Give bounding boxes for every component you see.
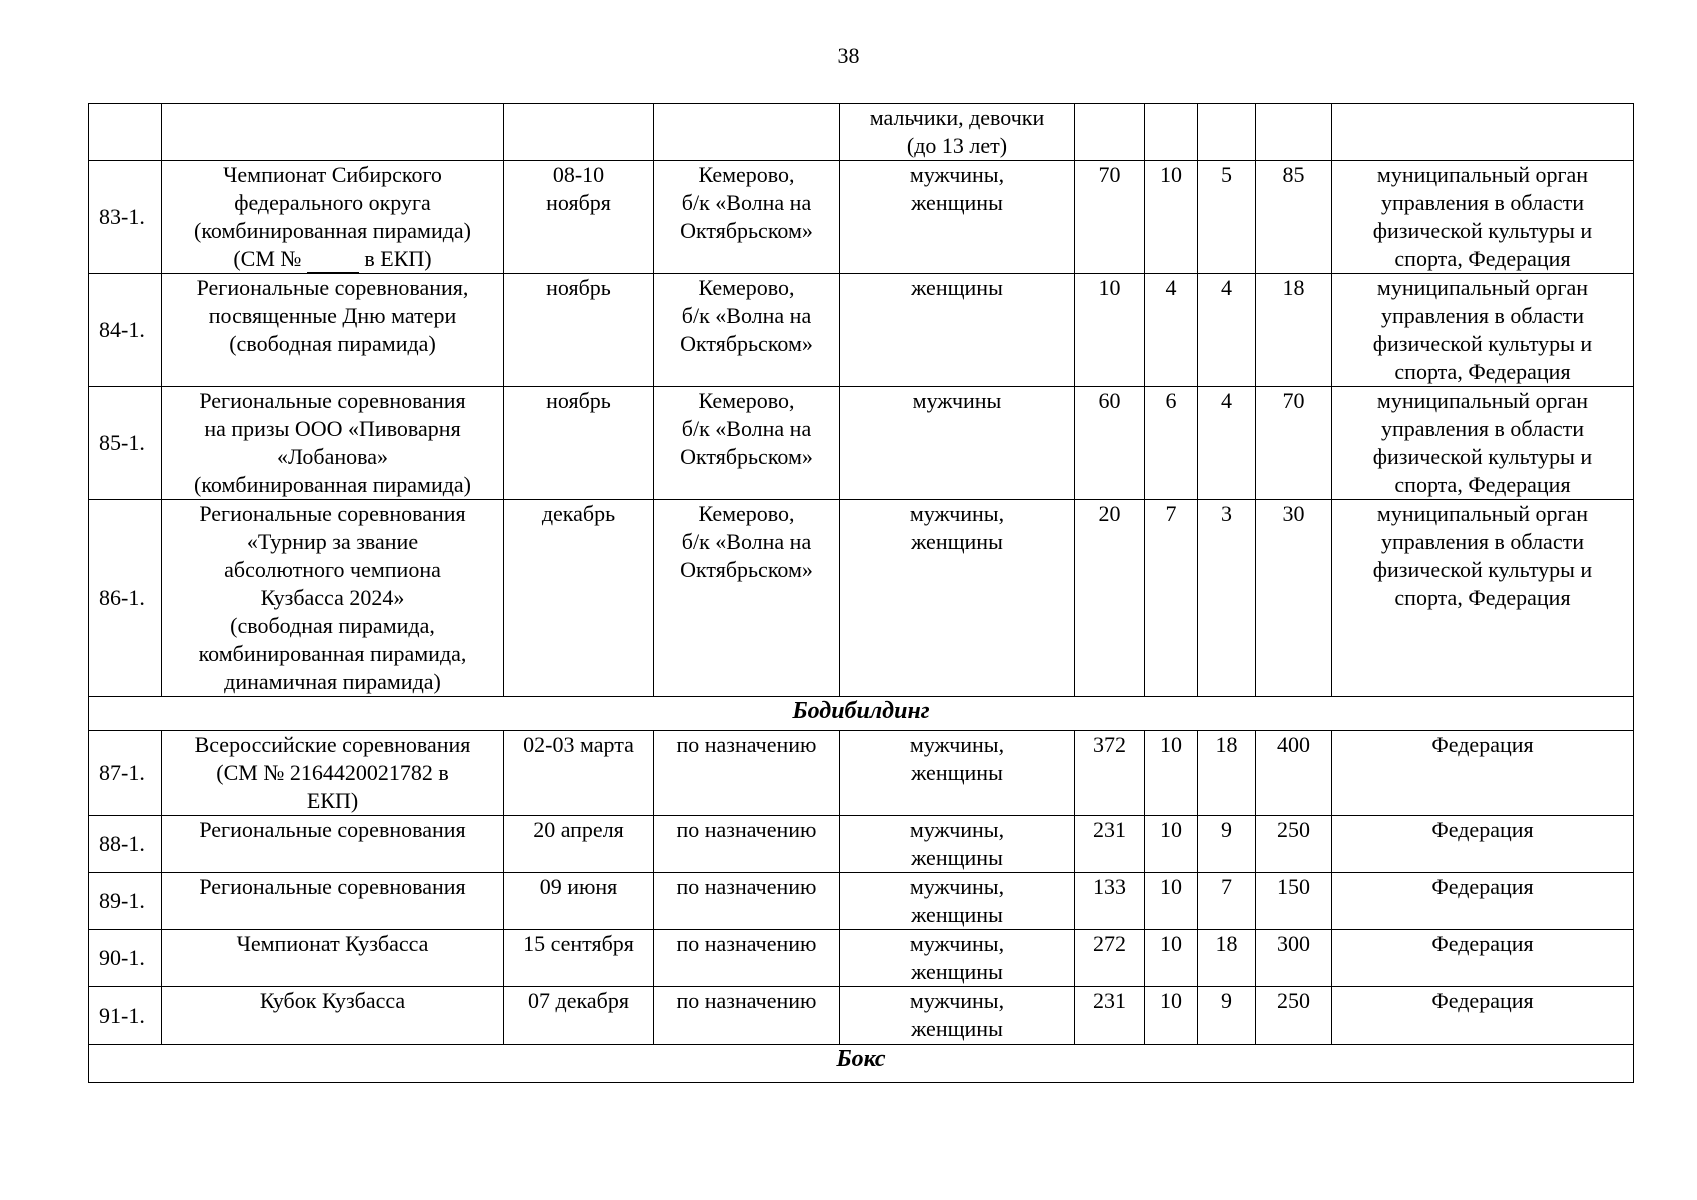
cell-count-3: 18 bbox=[1198, 731, 1256, 816]
cell-count-total: 400 bbox=[1256, 731, 1332, 816]
cell-count-1: 70 bbox=[1075, 161, 1145, 274]
cell-category: мужчины, женщины bbox=[840, 987, 1075, 1045]
cell-number: 87-1. bbox=[89, 731, 162, 816]
section-heading-bodybuilding: Бодибилдинг bbox=[89, 697, 1634, 731]
cell-count-3: 5 bbox=[1198, 161, 1256, 274]
cell-count-1: 10 bbox=[1075, 274, 1145, 387]
cell-count-2 bbox=[1145, 104, 1198, 161]
cell-number: 91-1. bbox=[89, 987, 162, 1045]
cell-organizer: муниципальный орган управления в области физической культуры и спорта, Федерация bbox=[1332, 500, 1634, 697]
cell-organizer: Федерация bbox=[1332, 816, 1634, 873]
cell-count-1: 133 bbox=[1075, 873, 1145, 930]
cell-count-2: 10 bbox=[1145, 873, 1198, 930]
cell-count-3: 3 bbox=[1198, 500, 1256, 697]
table-row bbox=[89, 930, 1634, 987]
table-row bbox=[89, 500, 1634, 697]
cell-count-2: 10 bbox=[1145, 987, 1198, 1045]
cell-count-1: 60 bbox=[1075, 387, 1145, 500]
events-table bbox=[88, 103, 1634, 1083]
cell-count-2: 10 bbox=[1145, 816, 1198, 873]
cell-number: 88-1. bbox=[89, 816, 162, 873]
cell-number: 84-1. bbox=[89, 274, 162, 387]
section-heading-row bbox=[89, 1045, 1634, 1083]
cell-dates: 08-10 ноября bbox=[504, 161, 654, 274]
cell-location: Кемерово, б/к «Волна на Октябрьском» bbox=[654, 274, 840, 387]
cell-count-3: 7 bbox=[1198, 873, 1256, 930]
cell-location bbox=[654, 104, 840, 161]
table-row bbox=[89, 731, 1634, 816]
cell-number: 90-1. bbox=[89, 930, 162, 987]
section-heading-row bbox=[89, 697, 1634, 731]
cell-location: по назначению bbox=[654, 930, 840, 987]
cell-organizer bbox=[1332, 104, 1634, 161]
cell-organizer: муниципальный орган управления в области физической культуры и спорта, Федерация bbox=[1332, 161, 1634, 274]
cell-category: мужчины, женщины bbox=[840, 500, 1075, 697]
cell-event-name: Региональные соревнования bbox=[162, 873, 504, 930]
cell-count-2: 6 bbox=[1145, 387, 1198, 500]
cell-number: 86-1. bbox=[89, 500, 162, 697]
cell-count-2: 10 bbox=[1145, 161, 1198, 274]
cell-count-3 bbox=[1198, 104, 1256, 161]
cell-count-total bbox=[1256, 104, 1332, 161]
cell-count-3: 4 bbox=[1198, 387, 1256, 500]
event-name-suffix: в ЕКП) bbox=[358, 246, 432, 271]
cell-event-name: Региональные соревнования на призы ООО «Пивоварня «Лобанова» (комбинированная пирамида) bbox=[162, 387, 504, 500]
cell-organizer: муниципальный орган управления в области физической культуры и спорта, Федерация bbox=[1332, 387, 1634, 500]
cell-count-3: 9 bbox=[1198, 816, 1256, 873]
event-name-text: Чемпионат Сибирского федерального округа (комбинированная пирамида) (СМ № bbox=[194, 162, 471, 271]
cell-count-1: 231 bbox=[1075, 987, 1145, 1045]
cell-event-name bbox=[162, 161, 504, 274]
cell-organizer: Федерация bbox=[1332, 930, 1634, 987]
cell-location: по назначению bbox=[654, 873, 840, 930]
cell-count-2: 10 bbox=[1145, 731, 1198, 816]
cell-count-3: 9 bbox=[1198, 987, 1256, 1045]
cell-count-total: 150 bbox=[1256, 873, 1332, 930]
cell-dates: 09 июня bbox=[504, 873, 654, 930]
table-row bbox=[89, 274, 1634, 387]
cell-event-name: Чемпионат Кузбасса bbox=[162, 930, 504, 987]
cell-organizer: муниципальный орган управления в области физической культуры и спорта, Федерация bbox=[1332, 274, 1634, 387]
cell-location: Кемерово, б/к «Волна на Октябрьском» bbox=[654, 500, 840, 697]
cell-location: по назначению bbox=[654, 987, 840, 1045]
table-row bbox=[89, 987, 1634, 1045]
cell-dates: 07 декабря bbox=[504, 987, 654, 1045]
table-row-continuation bbox=[89, 104, 1634, 161]
cell-location: по назначению bbox=[654, 816, 840, 873]
cell-count-3: 18 bbox=[1198, 930, 1256, 987]
cell-location: Кемерово, б/к «Волна на Октябрьском» bbox=[654, 161, 840, 274]
cell-count-1: 20 bbox=[1075, 500, 1145, 697]
cell-dates: ноябрь bbox=[504, 387, 654, 500]
cell-event-name: Региональные соревнования «Турнир за звание абсолютного чемпиона Кузбасса 2024» (свободная пирамида, комбинированная пирамида, динамичная пирамида) bbox=[162, 500, 504, 697]
cell-event-name: Региональные соревнования, посвященные Дню матери (свободная пирамида) bbox=[162, 274, 504, 387]
cell-location: по назначению bbox=[654, 731, 840, 816]
cell-category: мужчины, женщины bbox=[840, 930, 1075, 987]
cell-count-3: 4 bbox=[1198, 274, 1256, 387]
section-heading-boxing: Бокс bbox=[89, 1045, 1634, 1083]
cell-event-name: Кубок Кузбасса bbox=[162, 987, 504, 1045]
cell-location: Кемерово, б/к «Волна на Октябрьском» bbox=[654, 387, 840, 500]
table-row bbox=[89, 161, 1634, 274]
cell-category: мальчики, девочки (до 13 лет) bbox=[840, 104, 1075, 161]
cell-event-name: Всероссийские соревнования (СМ № 2164420021782 в ЕКП) bbox=[162, 731, 504, 816]
cell-organizer: Федерация bbox=[1332, 987, 1634, 1045]
cell-count-total: 30 bbox=[1256, 500, 1332, 697]
cell-category: мужчины, женщины bbox=[840, 873, 1075, 930]
table-row bbox=[89, 816, 1634, 873]
table-row bbox=[89, 387, 1634, 500]
cell-count-total: 70 bbox=[1256, 387, 1332, 500]
cell-event-name bbox=[162, 104, 504, 161]
cell-count-total: 300 bbox=[1256, 930, 1332, 987]
cell-dates: 02-03 марта bbox=[504, 731, 654, 816]
cell-count-1: 372 bbox=[1075, 731, 1145, 816]
cell-dates: декабрь bbox=[504, 500, 654, 697]
page-number: 38 bbox=[837, 43, 860, 68]
table-row bbox=[89, 873, 1634, 930]
cell-count-1 bbox=[1075, 104, 1145, 161]
cell-organizer: Федерация bbox=[1332, 873, 1634, 930]
cell-category: мужчины bbox=[840, 387, 1075, 500]
cell-count-total: 18 bbox=[1256, 274, 1332, 387]
cell-category: мужчины, женщины bbox=[840, 816, 1075, 873]
cell-dates: 15 сентября bbox=[504, 930, 654, 987]
cell-number: 89-1. bbox=[89, 873, 162, 930]
cell-category: женщины bbox=[840, 274, 1075, 387]
cell-dates: ноябрь bbox=[504, 274, 654, 387]
cell-count-2: 7 bbox=[1145, 500, 1198, 697]
cell-organizer: Федерация bbox=[1332, 731, 1634, 816]
cell-count-1: 231 bbox=[1075, 816, 1145, 873]
cell-event-name: Региональные соревнования bbox=[162, 816, 504, 873]
cell-number bbox=[89, 104, 162, 161]
cell-category: мужчины, женщины bbox=[840, 731, 1075, 816]
cell-category: мужчины, женщины bbox=[840, 161, 1075, 274]
cell-count-2: 4 bbox=[1145, 274, 1198, 387]
cell-number: 83-1. bbox=[89, 161, 162, 274]
cell-dates bbox=[504, 104, 654, 161]
cell-count-total: 85 bbox=[1256, 161, 1332, 274]
events-table-body bbox=[89, 104, 1634, 1083]
cell-count-2: 10 bbox=[1145, 930, 1198, 987]
cell-count-1: 272 bbox=[1075, 930, 1145, 987]
blank-fill-line bbox=[307, 252, 359, 273]
cell-count-total: 250 bbox=[1256, 816, 1332, 873]
cell-dates: 20 апреля bbox=[504, 816, 654, 873]
cell-count-total: 250 bbox=[1256, 987, 1332, 1045]
cell-number: 85-1. bbox=[89, 387, 162, 500]
